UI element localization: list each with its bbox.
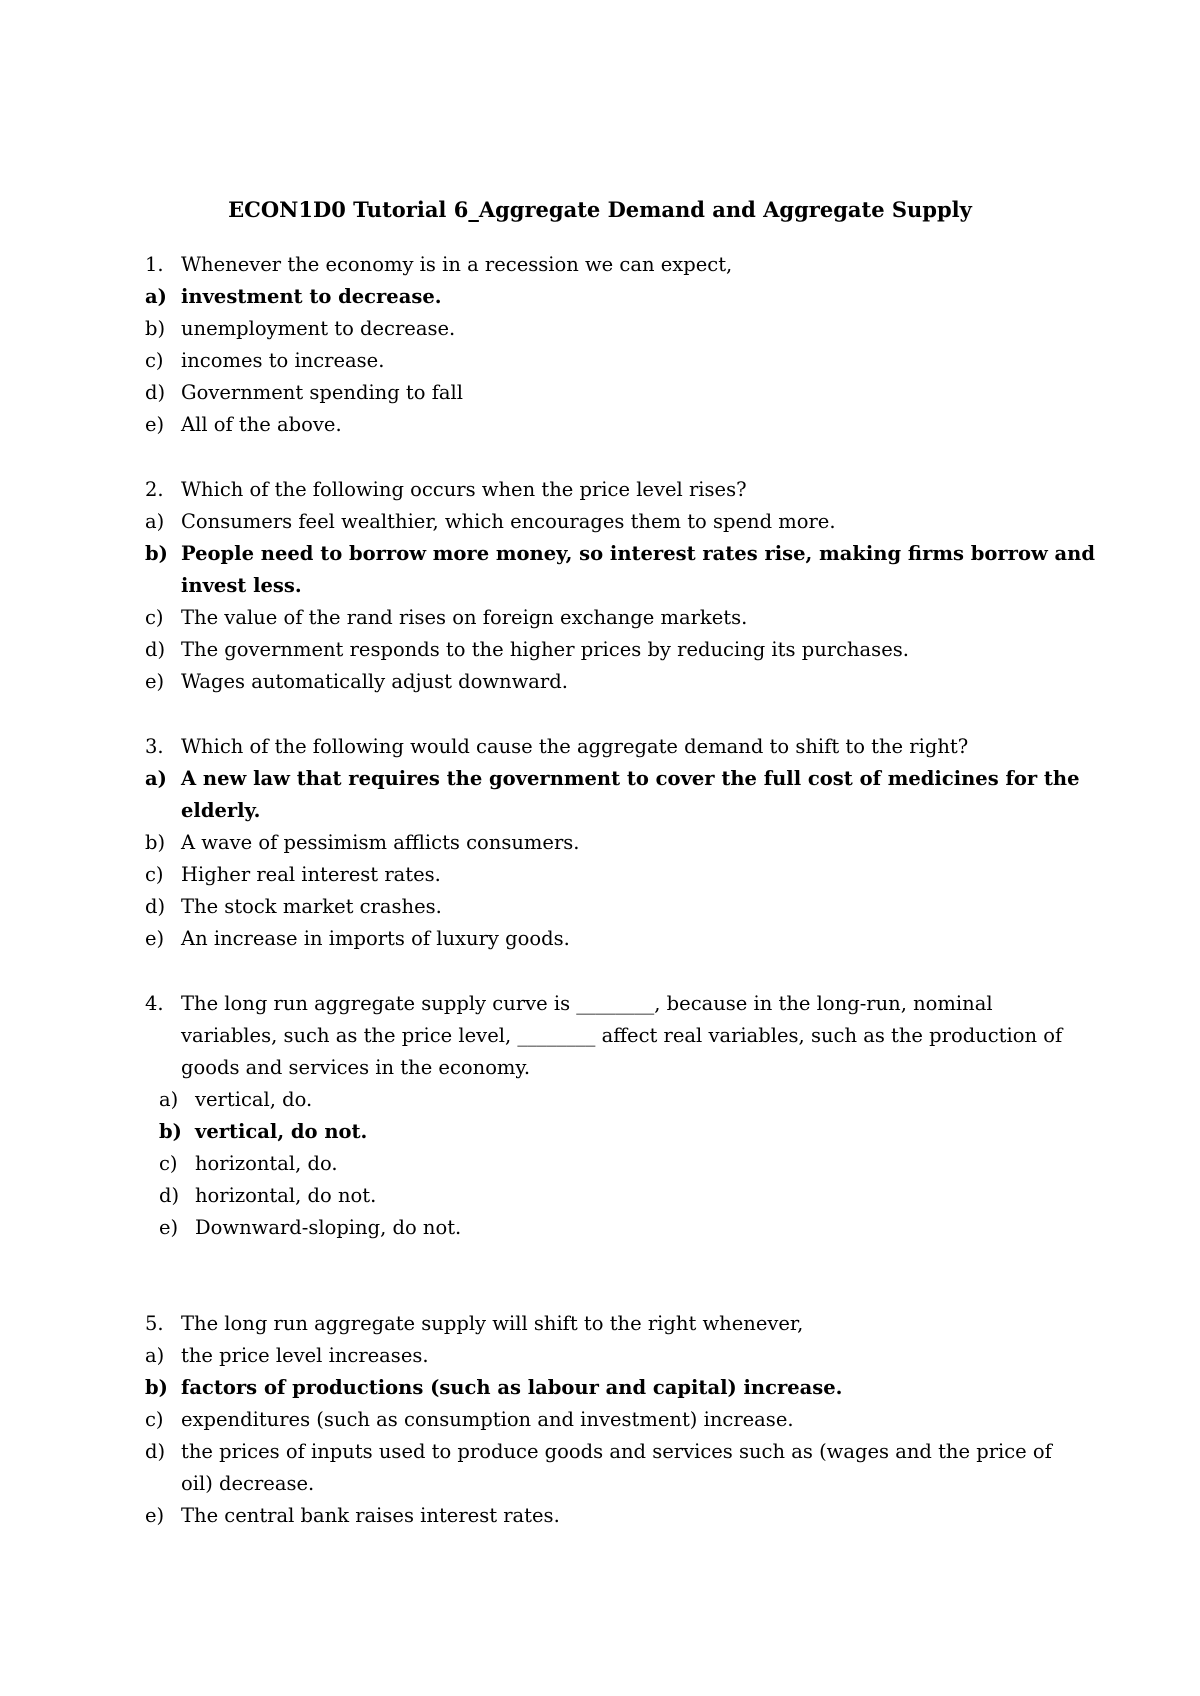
option-label: c) <box>145 863 164 886</box>
option-text: The stock market crashes. <box>181 895 442 918</box>
option-text: horizontal, do not. <box>195 1184 377 1207</box>
question-text: Whenever the economy is in a recession we can expect, <box>181 253 733 276</box>
question-number: 1. <box>145 253 164 276</box>
option-label: c) <box>145 606 164 629</box>
question-number: 2. <box>145 478 164 501</box>
option-text: Downward-sloping, do not. <box>195 1216 462 1239</box>
option-label: b) <box>145 317 166 340</box>
question-text: The long run aggregate supply will shift to the right whenever, <box>181 1312 804 1335</box>
option-text: elderly. <box>181 799 261 822</box>
option-text: expenditures (such as consumption and investment) increase. <box>181 1408 794 1431</box>
option-label: d) <box>145 381 166 404</box>
option-label: d) <box>145 638 166 661</box>
option-label: e) <box>145 927 165 950</box>
option-label: a) <box>145 767 167 790</box>
option-text: Consumers feel wealthier, which encourages them to spend more. <box>181 510 836 533</box>
question-number: 5. <box>145 1312 164 1335</box>
option-text: All of the above. <box>181 413 342 436</box>
question-number: 4. <box>145 992 164 1015</box>
option-label: c) <box>145 1408 164 1431</box>
option-label: c) <box>145 349 164 372</box>
option-label: d) <box>145 895 166 918</box>
option-text: A new law that requires the government to cover the full cost of medicines for the <box>181 767 1080 790</box>
option-text: oil) decrease. <box>181 1472 315 1495</box>
option-label: c) <box>159 1152 178 1175</box>
option-text: vertical, do not. <box>195 1120 368 1143</box>
question-text: Which of the following would cause the aggregate demand to shift to the right? <box>181 735 969 758</box>
option-label: a) <box>145 285 167 308</box>
option-text: horizontal, do. <box>195 1152 338 1175</box>
option-text: unemployment to decrease. <box>181 317 456 340</box>
option-label: a) <box>145 1344 165 1367</box>
option-text: The central bank raises interest rates. <box>181 1504 560 1527</box>
option-text: Government spending to fall <box>181 381 464 404</box>
option-label: a) <box>159 1088 179 1111</box>
option-label: e) <box>145 413 165 436</box>
option-label: e) <box>145 670 165 693</box>
question-number: 3. <box>145 735 164 758</box>
option-text: Wages automatically adjust downward. <box>181 670 568 693</box>
option-label: b) <box>159 1120 182 1143</box>
question-text: goods and services in the economy. <box>181 1056 531 1079</box>
option-label: d) <box>159 1184 180 1207</box>
option-text: invest less. <box>181 574 302 597</box>
option-text: The value of the rand rises on foreign exchange markets. <box>181 606 748 629</box>
option-text: Higher real interest rates. <box>181 863 441 886</box>
option-label: a) <box>145 510 165 533</box>
option-text: A wave of pessimism afflicts consumers. <box>181 831 580 854</box>
option-label: e) <box>159 1216 179 1239</box>
option-text: the prices of inputs used to produce goods and services such as (wages and the price of <box>181 1440 1052 1463</box>
option-label: b) <box>145 1376 168 1399</box>
question-text: Which of the following occurs when the price level rises? <box>181 478 747 501</box>
document-title: ECON1D0 Tutorial 6_Aggregate Demand and Aggregate Supply <box>228 197 972 222</box>
question-text: variables, such as the price level, ________ affect real variables, such as the production of <box>181 1024 1063 1047</box>
option-label: e) <box>145 1504 165 1527</box>
option-label: d) <box>145 1440 166 1463</box>
option-text: vertical, do. <box>195 1088 313 1111</box>
option-label: b) <box>145 542 168 565</box>
option-text: investment to decrease. <box>181 285 442 308</box>
option-text: The government responds to the higher prices by reducing its purchases. <box>181 638 909 661</box>
option-text: factors of productions (such as labour and capital) increase. <box>181 1376 843 1399</box>
option-text: incomes to increase. <box>181 349 385 372</box>
option-label: b) <box>145 831 166 854</box>
question-text: The long run aggregate supply curve is ________, because in the long-run, nominal <box>181 992 993 1015</box>
option-text: An increase in imports of luxury goods. <box>181 927 570 950</box>
option-text: the price level increases. <box>181 1344 429 1367</box>
option-text: People need to borrow more money, so interest rates rise, making firms borrow and <box>181 542 1095 565</box>
